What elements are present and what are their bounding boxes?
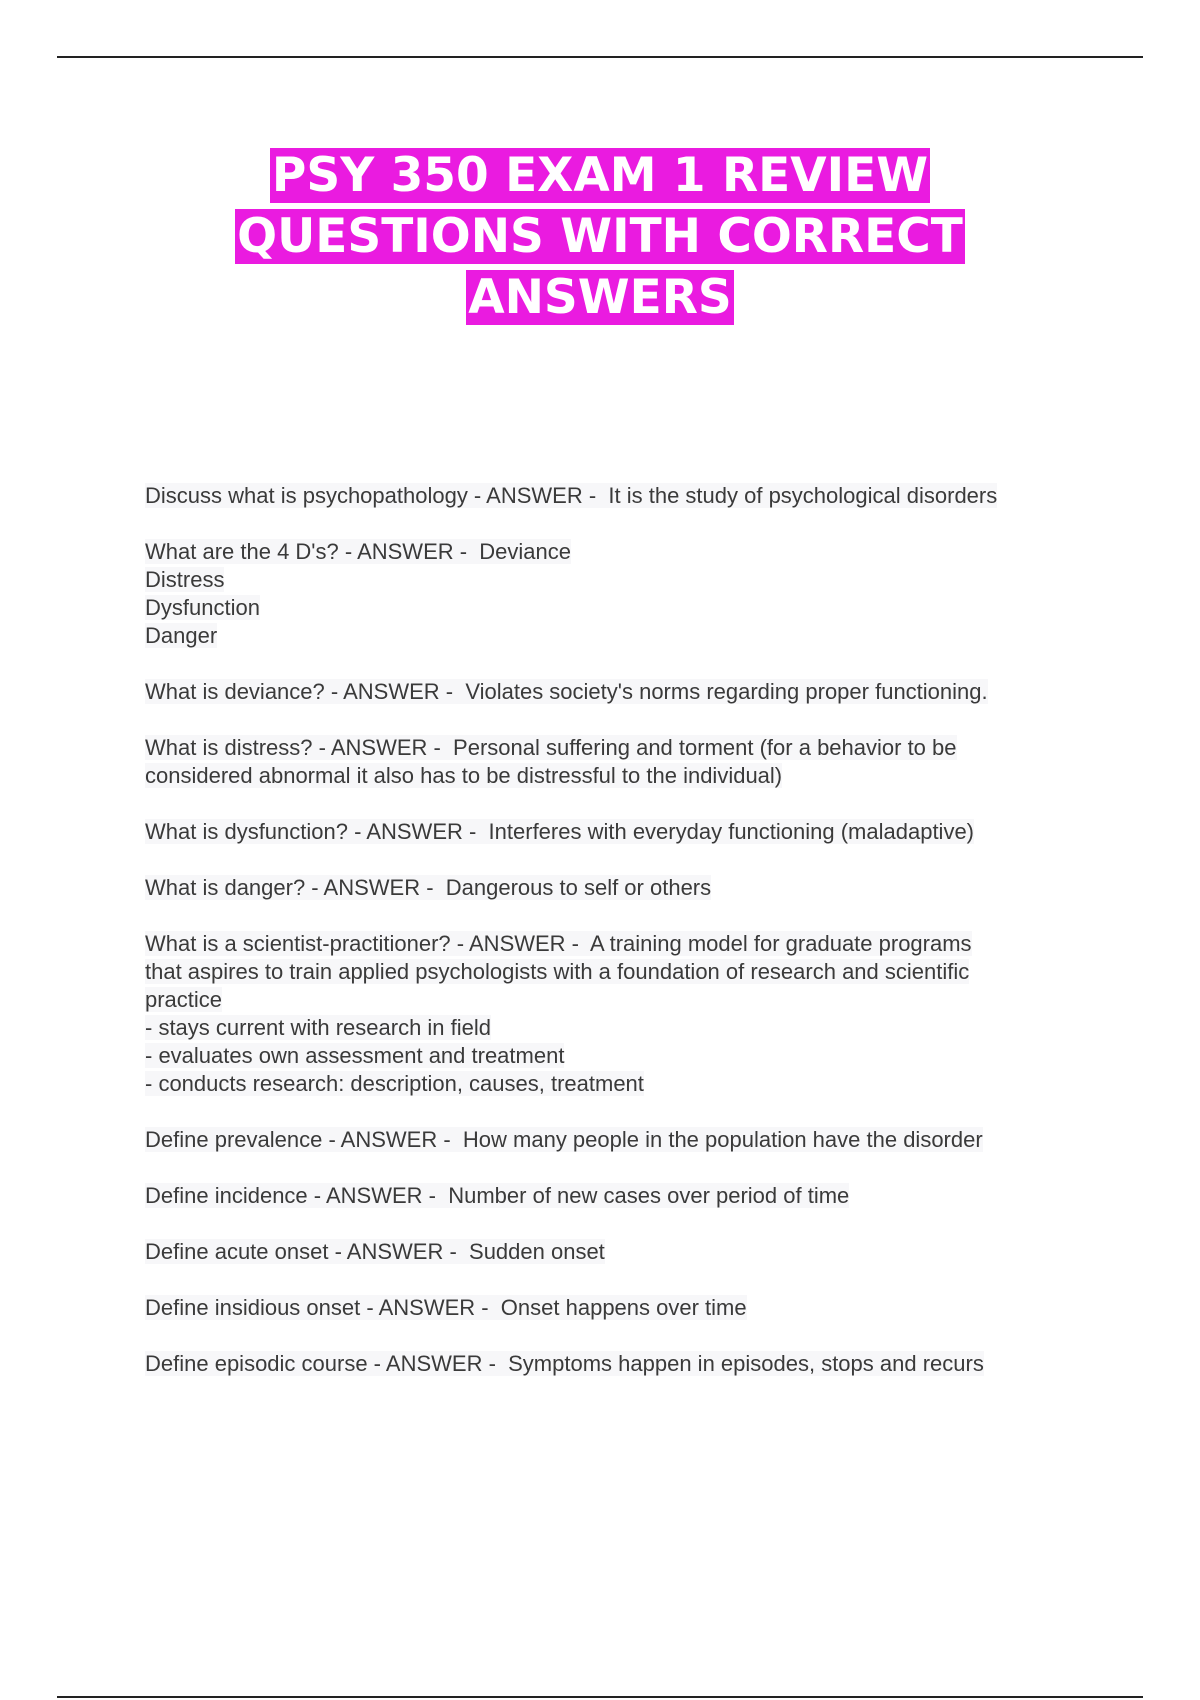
qa-line: What is a scientist-practitioner? - ANSWER - A training model for graduate programs [145,931,972,956]
qa-item [145,678,1105,706]
qa-line: that aspires to train applied psychologists with a foundation of research and scientific [145,959,970,984]
qa-line: - evaluates own assessment and treatment [145,1043,565,1068]
qa-line: What is deviance? - ANSWER - Violates society's norms regarding proper functioning. [145,679,988,704]
top-rule [57,56,1143,58]
qa-item [145,818,1105,846]
qa-list [145,482,1105,1406]
qa-line: Danger [145,623,218,648]
qa-line: Define prevalence - ANSWER - How many people in the population have the disorder [145,1127,983,1152]
qa-line: Define acute onset - ANSWER - Sudden onset [145,1239,605,1264]
qa-line: What are the 4 D's? - ANSWER - Deviance [145,539,572,564]
qa-line: What is danger? - ANSWER - Dangerous to self or others [145,875,712,900]
qa-line: What is distress? - ANSWER - Personal suffering and torment (for a behavior to be [145,735,957,760]
qa-line: What is dysfunction? - ANSWER - Interferes with everyday functioning (maladaptive) [145,819,975,844]
title-line: ANSWERS [468,270,732,325]
qa-item [145,734,1105,790]
qa-item [145,930,1105,1098]
qa-item [145,1350,1105,1378]
title-line: PSY 350 EXAM 1 REVIEW [271,148,929,203]
document-title [0,145,1200,328]
qa-line: practice [145,987,223,1012]
qa-item [145,1238,1105,1266]
qa-line: Discuss what is psychopathology - ANSWER - It is the study of psychological disorders [145,483,998,508]
qa-line: Define insidious onset - ANSWER - Onset happens over time [145,1295,747,1320]
qa-item [145,482,1105,510]
title-line: QUESTIONS WITH CORRECT [237,209,963,264]
qa-item [145,538,1105,650]
qa-line: Define incidence - ANSWER - Number of new cases over period of time [145,1183,850,1208]
qa-item [145,1182,1105,1210]
qa-line: Dysfunction [145,595,260,620]
qa-line: - conducts research: description, causes, treatment [145,1071,644,1096]
qa-line: considered abnormal it also has to be distressful to the individual) [145,763,783,788]
qa-item [145,874,1105,902]
qa-item [145,1126,1105,1154]
bottom-rule [57,1696,1143,1698]
qa-line: Define episodic course - ANSWER - Symptoms happen in episodes, stops and recurs [145,1351,984,1376]
qa-item [145,1294,1105,1322]
qa-line: - stays current with research in field [145,1015,492,1040]
qa-line: Distress [145,567,225,592]
